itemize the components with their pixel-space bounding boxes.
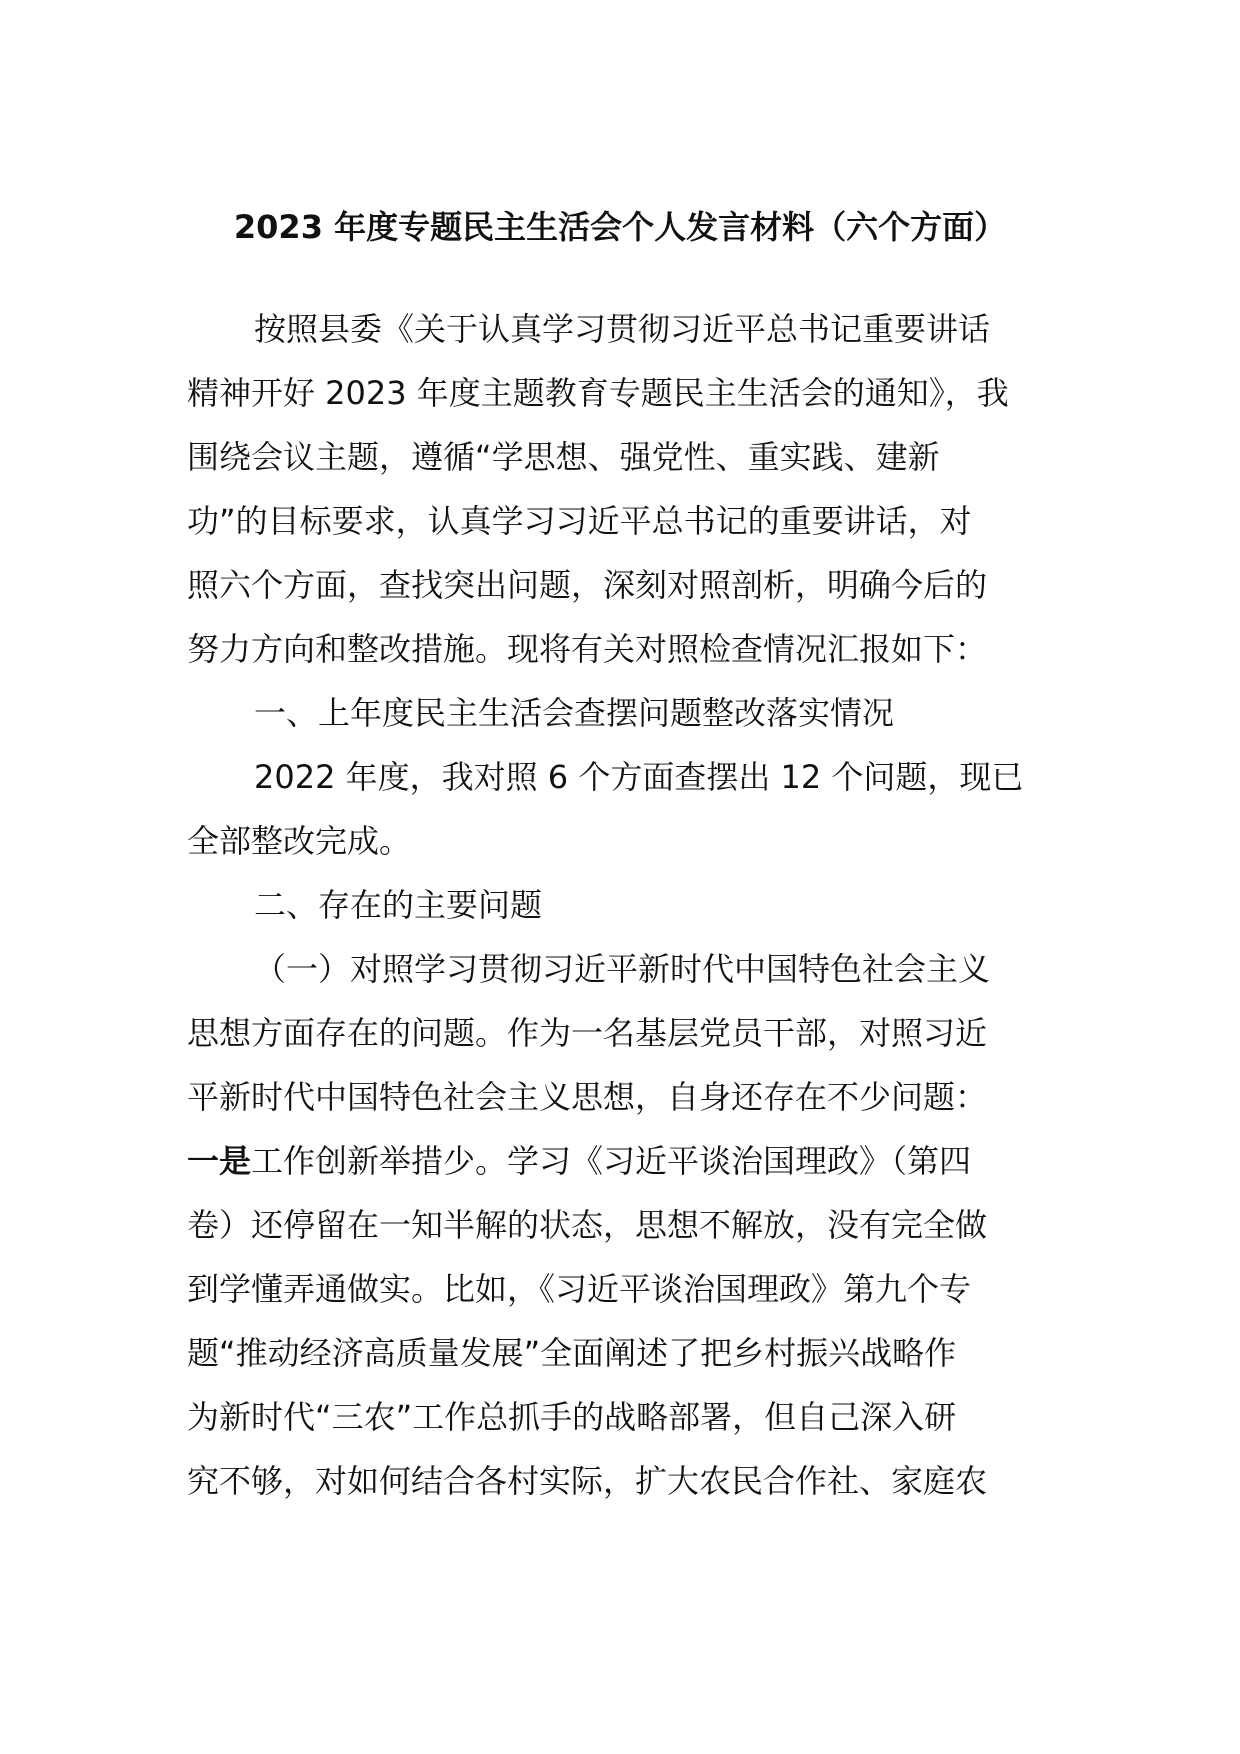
section-heading: 二、存在的主要问题 [254, 886, 543, 924]
paragraph-line: 围绕会议主题，遵循“学思想、强党性、重实践、建新 [187, 438, 940, 476]
paragraph-line: 精神开好 2023 年度主题教育专题民主生活会的通知》，我 [187, 374, 1009, 412]
paragraph-line: 平新时代中国特色社会主义思想，自身还存在不少问题： [187, 1078, 988, 1116]
section-heading: 一、上年度民主生活会查摆问题整改落实情况 [254, 694, 895, 732]
paragraph-line: 努力方向和整改措施。现将有关对照检查情况汇报如下： [187, 630, 988, 668]
paragraph-line: 题“推动经济高质量发展”全面阐述了把乡村振兴战略作 [187, 1334, 957, 1372]
paragraph-line: 2022 年度，我对照 6 个方面查摆出 12 个问题，现已 [254, 758, 1024, 796]
paragraph-line: 按照县委《关于认真学习贯彻习近平总书记重要讲话 [254, 310, 991, 348]
paragraph-line: 究不够，对如何结合各村实际，扩大农民合作社、家庭农 [187, 1462, 988, 1500]
bold-lead: 一是 [187, 1142, 252, 1180]
paragraph-line: 思想方面存在的问题。作为一名基层党员干部，对照习近 [187, 1014, 988, 1052]
paragraph-line: 照六个方面，查找突出问题，深刻对照剖析，明确今后的 [187, 566, 988, 604]
paragraph-line: 为新时代“三农”工作总抓手的战略部署，但自己深入研 [187, 1398, 957, 1436]
paragraph-line [187, 1137, 971, 1185]
paragraph-line: 全部整改完成。 [187, 822, 412, 860]
paragraph-line: （一）对照学习贯彻习近平新时代中国特色社会主义 [254, 950, 991, 988]
paragraph-line-text: 工作创新举措少。学习《习近平谈治国理政》（第四 [251, 1142, 972, 1180]
paragraph-line: 到学懂弄通做实。比如，《习近平谈治国理政》第九个专 [187, 1270, 972, 1308]
document-title: 2023 年度专题民主生活会个人发言材料（六个方面） [233, 208, 1007, 246]
paragraph-line: 卷）还停留在一知半解的状态，思想不解放，没有完全做 [187, 1206, 988, 1244]
paragraph-line: 功”的目标要求，认真学习习近平总书记的重要讲话，对 [187, 502, 972, 540]
